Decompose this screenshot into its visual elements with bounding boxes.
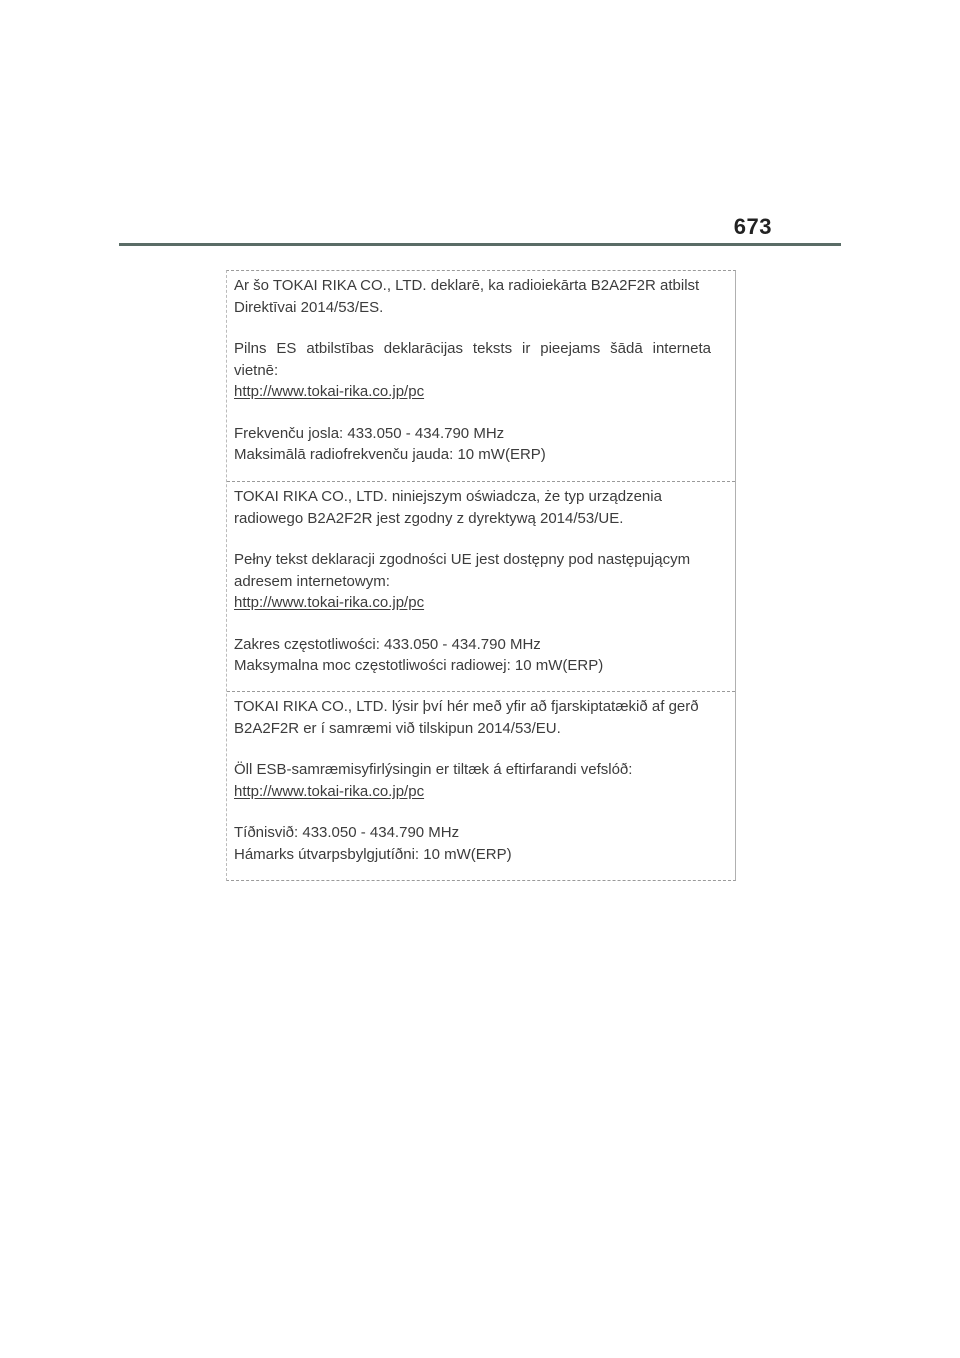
frequency-band: Tíðnisvið: 433.050 - 434.790 MHz — [234, 824, 460, 841]
declaration-text: Ar šo TOKAI RIKA CO., LTD. deklarē, ka radioiekārta B2A2F2R atbilst Direktīvai 2014/53/ES. — [234, 277, 700, 316]
declaration-section-polish — [227, 482, 735, 692]
max-power: Maksimālā radiofrekvenču jauda: 10 mW(ERP) — [234, 446, 546, 463]
declaration-url-link[interactable]: http://www.tokai-rika.co.jp/pc — [234, 782, 425, 800]
fulltext-intro: Pełny tekst deklaracji zgodności UE jest dostępny pod następującym adresem internetowym: — [234, 551, 691, 590]
declaration-section-icelandic — [227, 692, 735, 880]
header-rule — [119, 243, 841, 246]
fulltext-intro: Öll ESB-samræmisyfirlýsingin er tiltæk á eftirfarandi vefslóð: — [234, 761, 633, 778]
declaration-url-link[interactable]: http://www.tokai-rika.co.jp/pc — [234, 594, 425, 611]
page-number: 673 — [733, 214, 772, 239]
declaration-text: TOKAI RIKA CO., LTD. lýsir því hér með yfir að fjarskiptatækið af gerð B2A2F2R er í samræmi við tilskipun 2014/53/EU. — [234, 698, 699, 737]
max-power: Maksymalna moc częstotliwości radiowej: 10 mW(ERP) — [234, 657, 604, 674]
frequency-band: Zakres częstotliwości: 433.050 - 434.790 MHz — [234, 635, 541, 653]
declaration-text: TOKAI RIKA CO., LTD. niniejszym oświadcza, że typ urządzenia radiowego B2A2F2R jest zgodny z dyrektywą 2014/53/UE. — [234, 488, 662, 527]
max-power: Hámarks útvarpsbylgjutíðni: 10 mW(ERP) — [234, 845, 512, 863]
frequency-band: Frekvenču josla: 433.050 - 434.790 MHz — [234, 424, 505, 442]
declaration-box — [226, 270, 736, 881]
declaration-section-latvian — [227, 271, 735, 482]
declaration-url-link[interactable]: http://www.tokai-rika.co.jp/pc — [234, 383, 425, 400]
fulltext-intro: Pilns ES atbilstības deklarācijas teksts ir pieejams šādā interneta vietnē: — [234, 340, 711, 379]
